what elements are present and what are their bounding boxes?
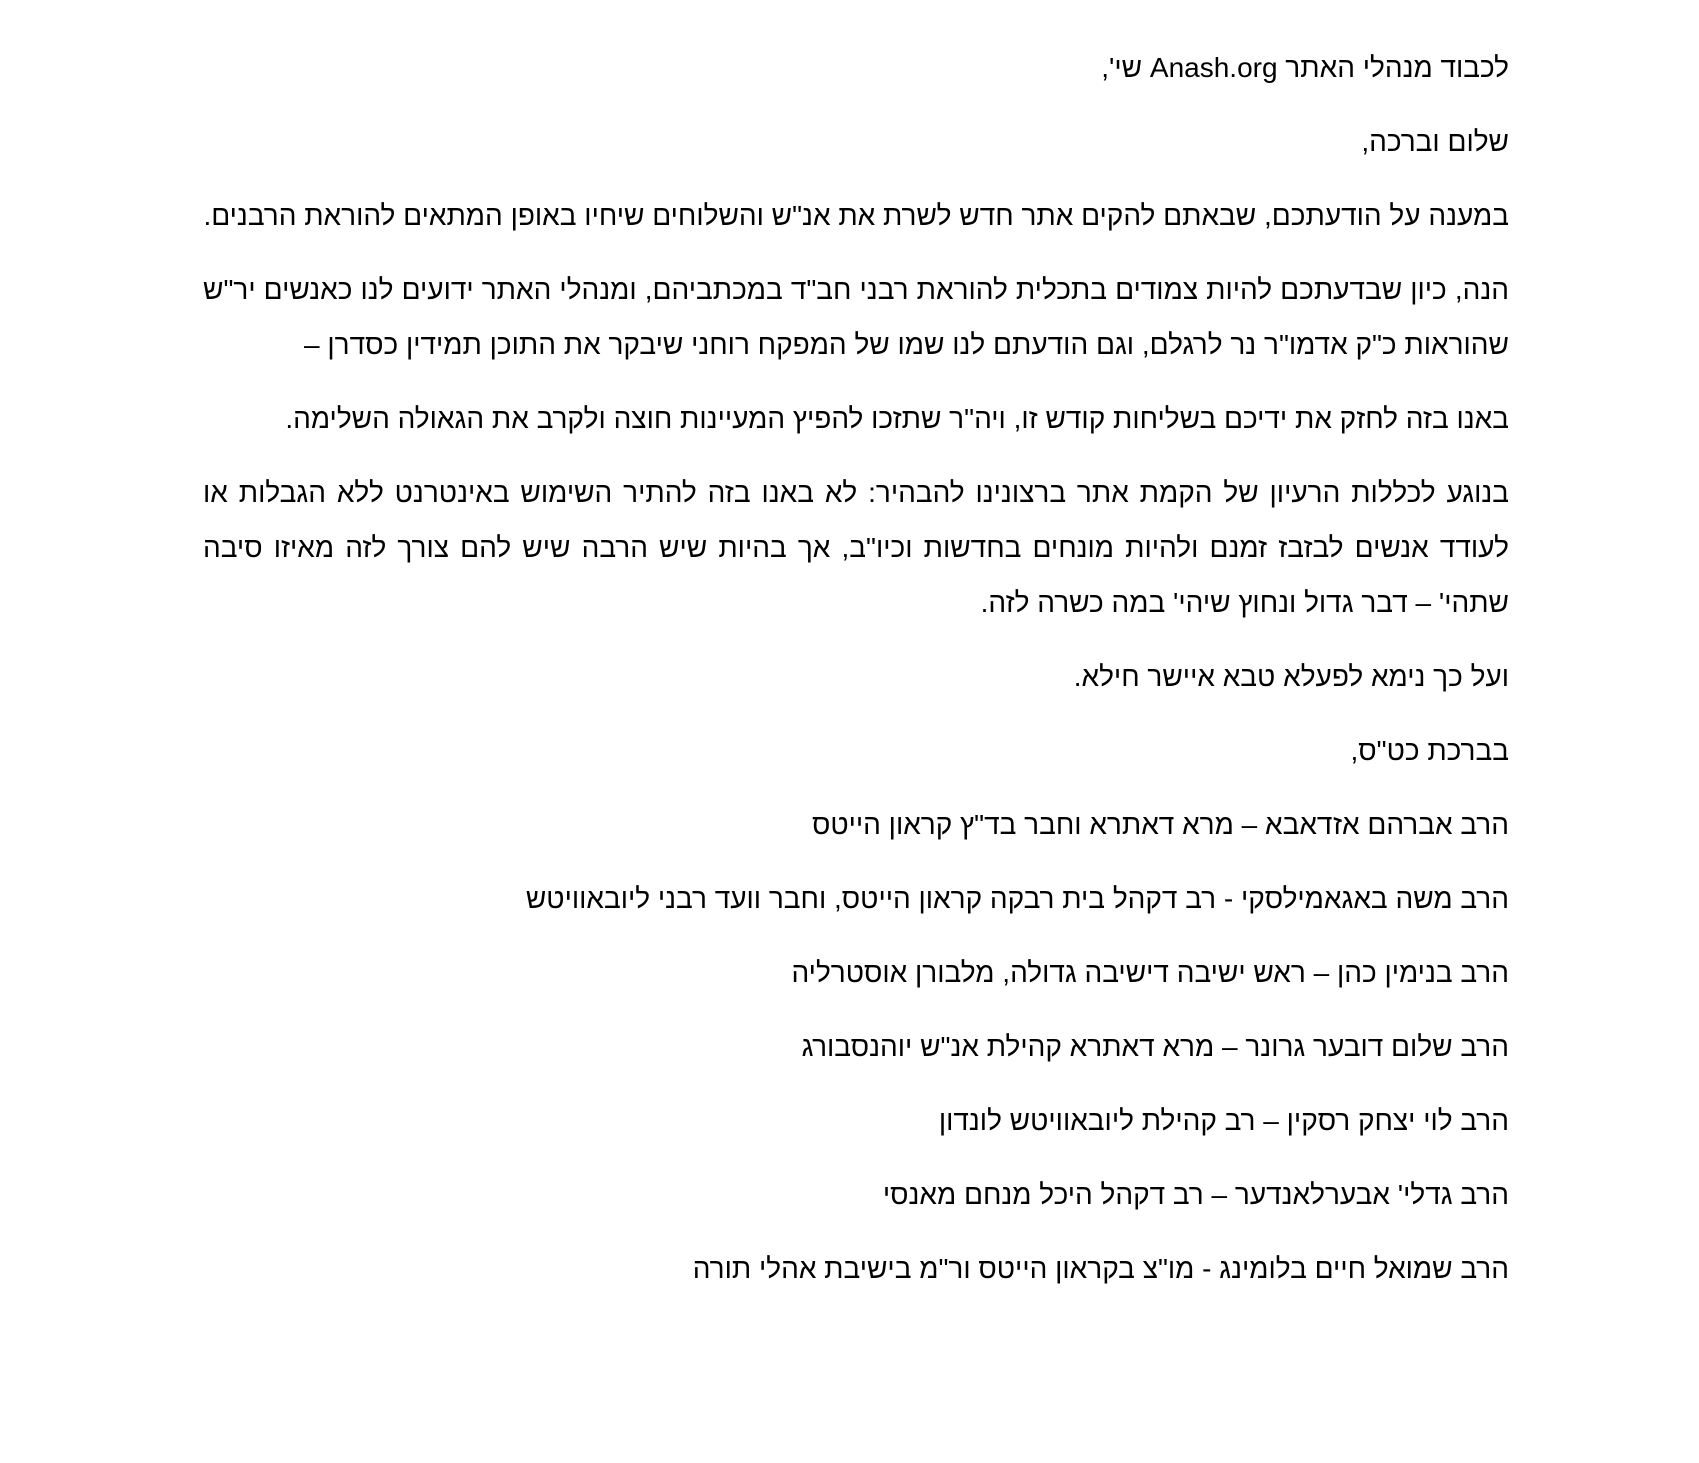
signatories-list	[203, 797, 1509, 1296]
paragraph-response: במענה על הודעתכם, שבאתם להקים אתר חדש לשרת את אנ"ש והשלוחים שיחיו באופן המתאים להוראת הרבנים.	[203, 200, 1509, 231]
signatory: הרב שלום דובער גרונר – מרא דאתרא קהילת אנ"ש יוהנסבורג	[801, 1031, 1509, 1062]
signatory: הרב שמואל חיים בלומינג - מו"צ בקראון הייטס ור"מ בישיבת אהלי תורה	[692, 1253, 1509, 1284]
closing: בברכת כט"ס,	[1350, 735, 1509, 766]
paragraph-blessing: ועל כך נימא לפעלא טבא איישר חילא.	[1073, 661, 1509, 692]
paragraph-reasoning: הנה, כיון שבדעתכם להיות צמודים בתכלית להוראת רבני חב"ד במכתביהם, ומנהלי האתר ידועים לנו כאנשים יר"ש שהוראות כ"ק אדמו"ר נר לרגלם, וגם הודעתם לנו שמו של המפקח רוחני שיבקר את התוכן תמידין כסדרן –	[203, 274, 1509, 360]
signatory: הרב בנימין כהן – ראש ישיבה דישיבה גדולה, מלבורן אוסטרליה	[791, 957, 1509, 988]
signatory: הרב משה באגאמילסקי - רב דקהל בית רבקה קראון הייטס, וחבר וועד רבני ליובאוויטש	[525, 883, 1509, 914]
signatory: הרב לוי יצחק רסקין – רב קהילת ליובאוויטש לונדון	[938, 1105, 1509, 1136]
greeting: שלום וברכה,	[1361, 126, 1509, 157]
salutation: לכבוד מנהלי האתר Anash.org שי',	[1101, 52, 1509, 83]
paragraph-encouragement: באנו בזה לחזק את ידיכם בשליחות קודש זו, ויה"ר שתזכו להפיץ המעיינות חוצה ולקרב את הגאולה השלימה.	[285, 403, 1509, 434]
signatory: הרב אברהם אזדאבא – מרא דאתרא וחבר בד"ץ קראון הייטס	[811, 809, 1509, 840]
paragraph-clarification: בנוגע לכללות הרעיון של הקמת אתר ברצונינו להבהיר: לא באנו בזה להתיר השימוש באינטרנט ללא הגבלות או לעודד אנשים לבזבז זמנם ולהיות מונחים בחדשות וכיו"ב, אך בהיות שיש הרבה שיש להם צורך לזה מאיזו סיבה שתהי' – דבר גדול ונחוץ שיהי' במה כשרה לזה.	[203, 477, 1509, 618]
signatory: הרב גדלי' אבערלאנדער – רב דקהל היכל מנחם מאנסי	[882, 1179, 1509, 1210]
letter-body	[203, 40, 1509, 1315]
